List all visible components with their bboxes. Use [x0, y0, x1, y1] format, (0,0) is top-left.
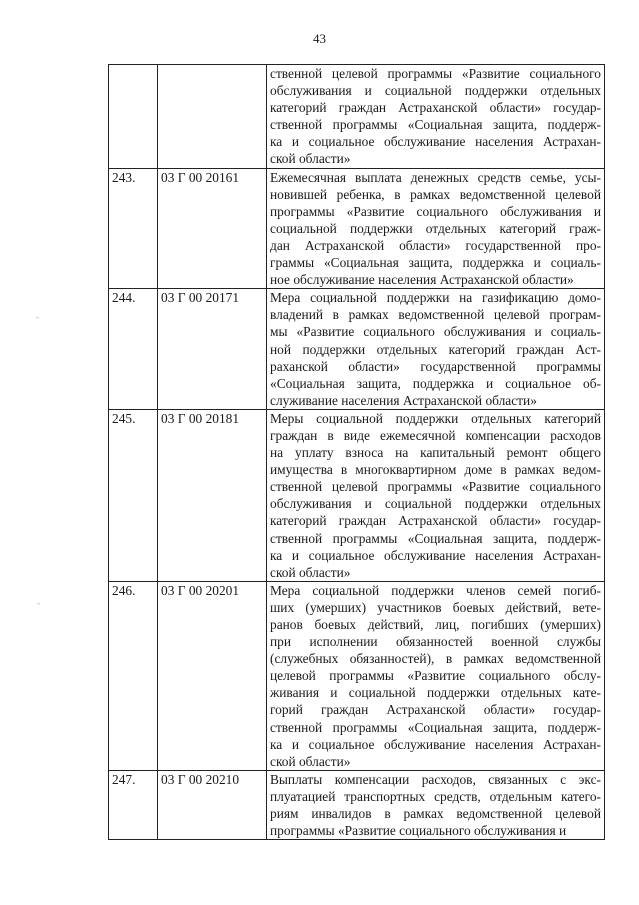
row-description [267, 168, 605, 289]
row-code: 03 Г 00 20210 [158, 770, 267, 839]
description-line: целевой программы «Развитие социального обслу- [270, 668, 601, 684]
description-line: обслуживания и социальной поддержки отдельных [270, 83, 601, 99]
row-code [158, 65, 267, 169]
description-line: обслуживания и социальной поддержки отдельных [270, 496, 601, 512]
scan-mark: ~ [36, 316, 40, 322]
description-line: новившей ребенка, в рамках ведомственной целевой [270, 186, 601, 202]
row-number: 245. [109, 409, 158, 581]
description-line: ное обслуживание населения Астраханской области» [270, 272, 574, 288]
row-description [267, 581, 605, 770]
row-number: 244. [109, 289, 158, 410]
description-line: Ежемесячная выплата денежных средств семье, усы- [270, 169, 601, 185]
row-number: 246. [109, 581, 158, 770]
table-row [109, 770, 605, 839]
description-line: Мера социальной поддержки членов семей погиб- [270, 582, 601, 598]
description-line: горий граждан Астраханской области» государ- [270, 702, 601, 718]
description-line: Выплаты компенсации расходов, связанных с экс- [270, 771, 601, 787]
description-line: ственной целевой программы «Развитие социального [270, 66, 601, 81]
description-line: владений в рамках ведомственной целевой програм- [270, 307, 601, 323]
description-line: дан Астраханской области» государственной про- [270, 237, 601, 253]
row-description [267, 770, 605, 839]
description-line: Меры социальной поддержки отдельных категорий [270, 410, 601, 426]
description-line: ственной программы «Социальная защита, поддерж- [270, 117, 601, 133]
row-code: 03 Г 00 20201 [158, 581, 267, 770]
table-row [109, 168, 605, 289]
description-line: имущества в многоквартирном доме в рамках ведом- [270, 462, 601, 478]
row-number [109, 65, 158, 169]
budget-classification-table [108, 64, 605, 840]
description-line: плуатацией транспортных средств, отдельным катего- [270, 788, 601, 804]
page-number: 43 [313, 31, 326, 46]
description-line: ранов боевых действий, лиц, погибших (умерших) [270, 617, 601, 632]
table-row [109, 581, 605, 770]
description-line: риям инвалидов в рамках ведомственной целевой [270, 806, 601, 822]
table-row [109, 65, 605, 169]
description-line: ственной программы «Социальная защита, поддерж- [270, 719, 601, 735]
table-row [109, 409, 605, 581]
description-line: при исполнении обязанностей военной службы [270, 634, 601, 650]
description-line: ной поддержки отдельных категорий граждан Аст- [270, 341, 601, 357]
description-line: программы «Развитие социального обслуживания и [270, 203, 601, 219]
description-line: ственной целевой программы «Развитие социального [270, 479, 601, 495]
description-line: раханской области» государственной программы [270, 358, 601, 374]
row-code: 03 Г 00 20161 [158, 168, 267, 289]
description-line: Мера социальной поддержки на газификацию домо- [270, 290, 601, 306]
row-description [267, 409, 605, 581]
description-line: программы «Развитие социального обслуживания и [270, 823, 567, 839]
description-line: ской области» [270, 753, 351, 769]
description-line: ской области» [270, 151, 351, 167]
row-code: 03 Г 00 20171 [158, 289, 267, 410]
row-number: 247. [109, 770, 158, 839]
description-line: мы «Развитие социального обслуживания и социаль- [270, 324, 601, 340]
row-description [267, 289, 605, 410]
description-line: «Социальная защита, поддержка и социальное об- [270, 375, 601, 391]
description-line: ственной программы «Социальная защита, поддерж- [270, 530, 601, 546]
description-line: граждан в виде ежемесячной компенсации расходов [270, 427, 601, 443]
row-description [267, 65, 605, 169]
description-line: ка и социальное обслуживание населения Астрахан- [270, 736, 601, 752]
description-line: ка и социальное обслуживание населения Астрахан- [270, 547, 601, 563]
description-line: служивание населения Астраханской области» [270, 392, 537, 408]
description-line: социальной поддержки отдельных категорий граж- [270, 220, 601, 236]
description-line: на уплату взноса на капитальный ремонт общего [270, 445, 601, 461]
row-code: 03 Г 00 20181 [158, 409, 267, 581]
description-line: живания и социальной поддержки отдельных кате- [270, 685, 601, 701]
description-line: граммы «Социальная защита, поддержка и социаль- [270, 255, 601, 271]
description-line: ка и социальное обслуживание населения Астрахан- [270, 134, 601, 150]
row-number: 243. [109, 168, 158, 289]
scan-mark: ~ [37, 602, 41, 608]
description-line: категорий граждан Астраханской области» государ- [270, 513, 601, 529]
description-line: категорий граждан Астраханской области» государ- [270, 100, 601, 116]
description-line: (служебных обязанностей), в рамках ведомственной [270, 651, 601, 667]
table-row [109, 289, 605, 410]
description-line: ской области» [270, 564, 351, 580]
description-line: ших (умерших) участников боевых действий, вете- [270, 599, 601, 615]
